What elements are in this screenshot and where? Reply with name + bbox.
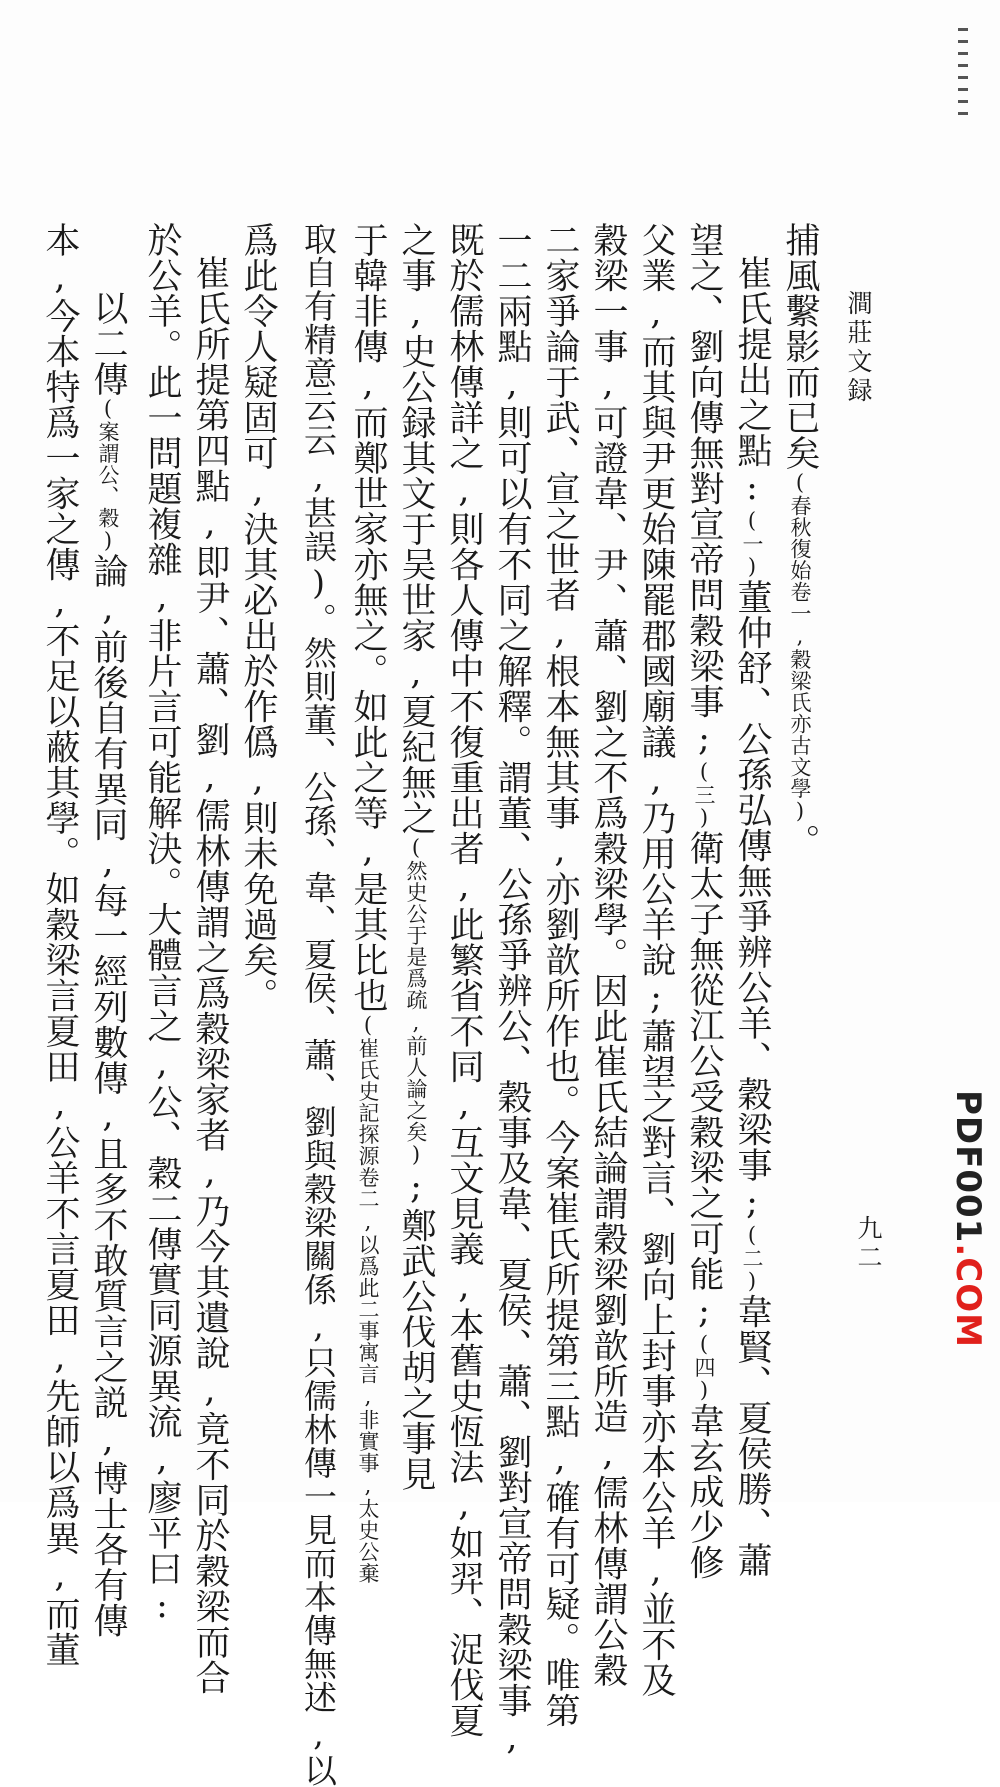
inline-annotation: (崔氏史記探源卷二,以爲此二事寓言,非實事,太史公棄 [356, 1013, 380, 1584]
inline-annotation: (然史公于是爲疏,前人論之矣) [404, 835, 428, 1167]
page-number: 九二 [854, 1215, 883, 1273]
text-column: 于韓非傳,而鄭世家亦無之。如此之等,是其比也(崔氏史記探源卷二,以爲此二事寓言,非實事,太史公棄 [348, 222, 388, 1584]
text-column: 一二兩點,則可以有不同之解釋。謂董、公孫爭辨公、穀事及韋、夏侯、蕭、劉對宣帝問穀梁事, [492, 222, 532, 1759]
text-column: 於公羊。此一問題複雜,非片言可能解決。大體言之,公、穀二傳實同源異流,廖平曰: [142, 222, 182, 1627]
text-column: 本,今本特爲一家之傳,不足以蔽其學。如穀梁言夏田,公羊不言夏田,先師以爲異,而董 [40, 222, 80, 1667]
text-column: 既於儒林傳詳之,則各人傳中不復重出者,此繁省不同,互文見義,本舊史恆法,如羿、浞伐夏 [444, 222, 484, 1738]
text-column: 父業,而其與尹更始陳罷郡國廟議,乃用公羊說;蕭望之對言、劉向上封事亦本公羊,並不及 [636, 222, 676, 1698]
text-column: 取自有精意云云,甚誤)。然則董、公孫、韋、夏侯、蕭、劉與穀梁關係,只儒林傳一見而本傳無述,以 [299, 222, 338, 1787]
text-column: 之事,史公録其文于吴世家,夏紀無之(然史公于是爲疏,前人論之矣);鄭武公伐胡之事見 [396, 222, 436, 1492]
inline-annotation: (四) [692, 1332, 716, 1403]
binding-marks [958, 28, 970, 124]
inline-annotation: (一) [740, 508, 764, 579]
text-column: 捕風繫影而已矣(春秋復始卷一,穀梁氏亦古文學)。 [780, 222, 820, 859]
text-column: 穀梁一事,可證韋、尹、蕭、劉之不爲穀梁學。因此崔氏結論謂穀梁劉歆所造,儒林傳謂公穀 [588, 222, 628, 1688]
text-column: 望之、劉向傳無對宣帝問穀梁事;(三)衛太子無從江公受穀梁之可能;(四)韋玄成少修 [684, 222, 724, 1580]
text-column: 崔氏提出之點:(一)董仲舒、公孫弘傳無爭辨公羊、穀梁事;(二)韋賢、夏侯勝、蕭 [732, 255, 772, 1578]
text-column: 以二傳(案謂公、穀)論,前後自有異同,每一經列數傳,且多不敢質言之説,博士各有傳 [88, 290, 128, 1638]
text-column: 崔氏所提第四點,即尹、蕭、劉,儒林傳謂之爲穀梁家者,乃今其遺說,竟不同於穀梁而合 [190, 255, 230, 1695]
watermark [948, 1090, 988, 1348]
inline-annotation: (三) [692, 759, 716, 830]
inline-annotation: (二) [740, 1223, 764, 1294]
inline-annotation: (案謂公、穀) [96, 396, 120, 553]
watermark-prefix: PDF001 [948, 1090, 988, 1244]
inline-annotation: (春秋復始卷一,穀梁氏亦古文學) [788, 470, 812, 824]
watermark-suffix: .COM [948, 1243, 988, 1348]
text-column: 爲此令人疑固可,決其必出於作僞,則未免過矣。 [238, 222, 278, 1013]
text-column: 二家爭論于武、宣之世者,根本無其事,亦劉歆所作也。今案崔氏所提第三點,確有可疑。唯第 [540, 222, 580, 1728]
running-header-title: 澗莊文録 [844, 290, 873, 406]
